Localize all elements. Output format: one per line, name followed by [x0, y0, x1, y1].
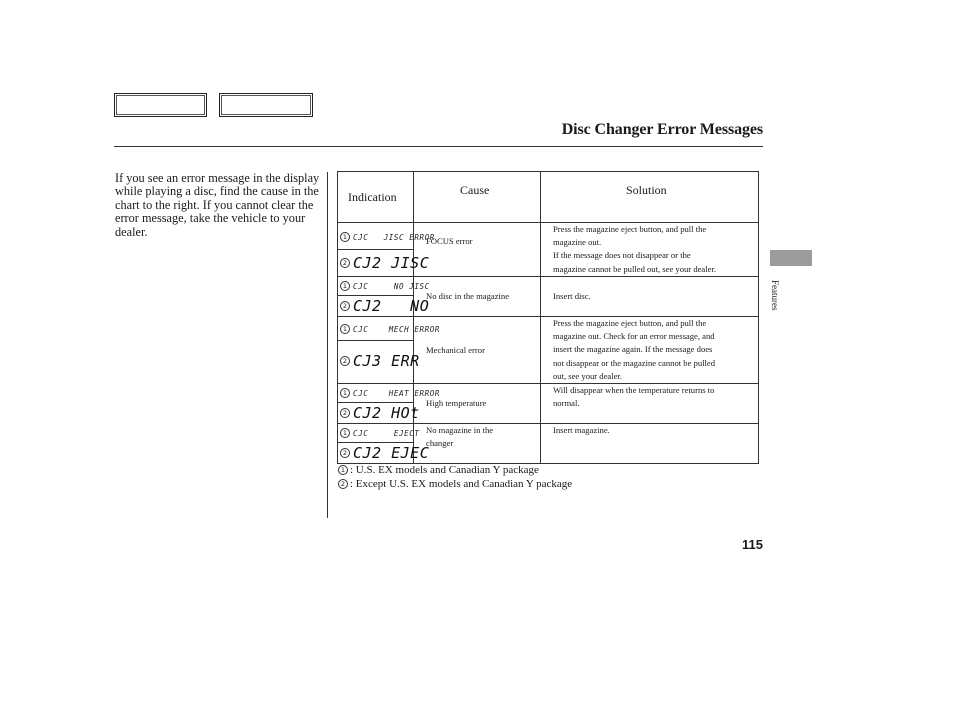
indication-cell: [338, 317, 440, 384]
table-row: [338, 384, 759, 424]
indication-divider: [338, 340, 413, 341]
solution-cell: [541, 424, 759, 464]
lcd-display-large: CJ2 HOt: [353, 404, 420, 423]
solution-line: Insert magazine.: [553, 425, 610, 436]
table-header-row: [338, 172, 759, 223]
solution-line: not disappear or the magazine cannot be pulled: [553, 357, 716, 368]
solution-line: Press the magazine eject button, and pull the: [553, 224, 707, 234]
table-row: [338, 223, 759, 277]
circled-1-icon: 1: [340, 388, 350, 398]
lcd-display-large: CJ2 NO: [353, 297, 430, 315]
intro-paragraph: If you see an error message in the display while playing a disc, find the cause in the chart to the right. If you cannot clear the error message, take the vehicle to your dealer.: [115, 171, 320, 239]
indication-divider: [338, 442, 413, 443]
footnote-text: : Except U.S. EX models and Canadian Y package: [350, 478, 573, 490]
column-divider: [327, 172, 328, 518]
solution-line: magazine out.: [553, 237, 602, 248]
header-indication: Indication: [338, 172, 414, 223]
indication-divider: [338, 249, 413, 250]
indication-cell: [338, 223, 435, 277]
footnotes: [337, 463, 572, 491]
solution-line: magazine out. Check for an error message, and: [553, 331, 715, 342]
circled-1-icon: 1: [340, 428, 350, 438]
circled-2-icon: 2: [340, 448, 350, 458]
indication-other: [338, 255, 429, 271]
solution-line: If the message does not disappear or the: [553, 250, 691, 261]
cause-cell: Mechanical error: [414, 317, 541, 384]
lcd-display-large: CJ3 ERR: [353, 352, 420, 370]
section-tab-label: Features: [770, 280, 780, 311]
solution-cell: [541, 317, 759, 384]
indication-divider: [338, 402, 413, 403]
cause-cell: [414, 424, 541, 464]
table-row: [338, 317, 759, 384]
indication-us-ex: [338, 321, 440, 337]
solution-cell: [541, 223, 759, 277]
solution-line: insert the magazine again. If the message does: [553, 344, 713, 355]
indication-cell: [338, 277, 430, 317]
lcd-display-large: CJ2 EJEC: [353, 444, 430, 463]
solution-line: Will disappear when the temperature returns to: [553, 385, 715, 396]
lcd-display-small: CJC JISC ERROR: [353, 232, 435, 242]
circled-2-icon: 2: [340, 301, 350, 311]
solution-line: Press the magazine eject button, and pull the: [553, 318, 707, 328]
indication-us-ex: [338, 425, 420, 441]
footnote-text: : U.S. EX models and Canadian Y package: [350, 464, 539, 476]
cause-cell: High temperature: [414, 384, 541, 424]
lcd-display-small: CJC MECH ERROR: [353, 324, 440, 334]
page-number: 115: [742, 537, 763, 552]
circled-1-icon: 1: [340, 281, 350, 291]
footnote-2: [337, 477, 572, 491]
footnote-1: [337, 463, 572, 477]
nav-button-previous[interactable]: [114, 93, 207, 117]
indication-other: [338, 405, 420, 421]
cause-line: No magazine in the: [426, 425, 494, 436]
page-title: Disc Changer Error Messages: [561, 121, 763, 138]
solution-line: Insert disc.: [553, 290, 591, 301]
circled-2-icon: 2: [340, 258, 350, 268]
table-row: [338, 277, 759, 317]
indication-other: [338, 298, 429, 314]
lcd-display-large: CJ2 JISC: [353, 254, 430, 272]
cause-cell: FOCUS error: [414, 223, 541, 277]
indication-us-ex: [338, 229, 435, 245]
circled-2-icon: 2: [340, 356, 350, 366]
error-message-table: [337, 171, 759, 464]
lcd-display-small: CJC HEAT ERROR: [353, 388, 440, 398]
solution-cell: [541, 384, 759, 424]
solution-line: out, see your dealer.: [553, 370, 622, 381]
circled-1-icon: 1: [340, 232, 350, 242]
circled-1-icon: 1: [338, 465, 348, 475]
indication-other: [338, 353, 420, 369]
title-divider: [114, 146, 763, 147]
circled-2-icon: 2: [338, 479, 348, 489]
solution-line: normal.: [553, 398, 580, 409]
circled-1-icon: 1: [340, 324, 350, 334]
lcd-display-small: CJC NO JISC: [353, 281, 430, 291]
indication-cell: [338, 424, 430, 464]
solution-line: magazine cannot be pulled out, see your dealer.: [553, 263, 716, 274]
indication-us-ex: [338, 278, 430, 294]
solution-cell: [541, 277, 759, 317]
indication-other: [338, 445, 429, 461]
indication-us-ex: [338, 385, 440, 401]
cause-line: changer: [426, 438, 454, 449]
cause-cell: No disc in the magazine: [414, 277, 541, 317]
table-row: [338, 424, 759, 464]
nav-button-next[interactable]: [219, 93, 313, 117]
indication-cell: [338, 384, 440, 424]
lcd-display-small: CJC EJECT: [353, 428, 420, 438]
header-cause: Cause: [414, 172, 541, 223]
circled-2-icon: 2: [340, 408, 350, 418]
header-solution: Solution: [541, 172, 759, 223]
indication-divider: [338, 295, 413, 296]
section-tab[interactable]: [770, 250, 812, 266]
